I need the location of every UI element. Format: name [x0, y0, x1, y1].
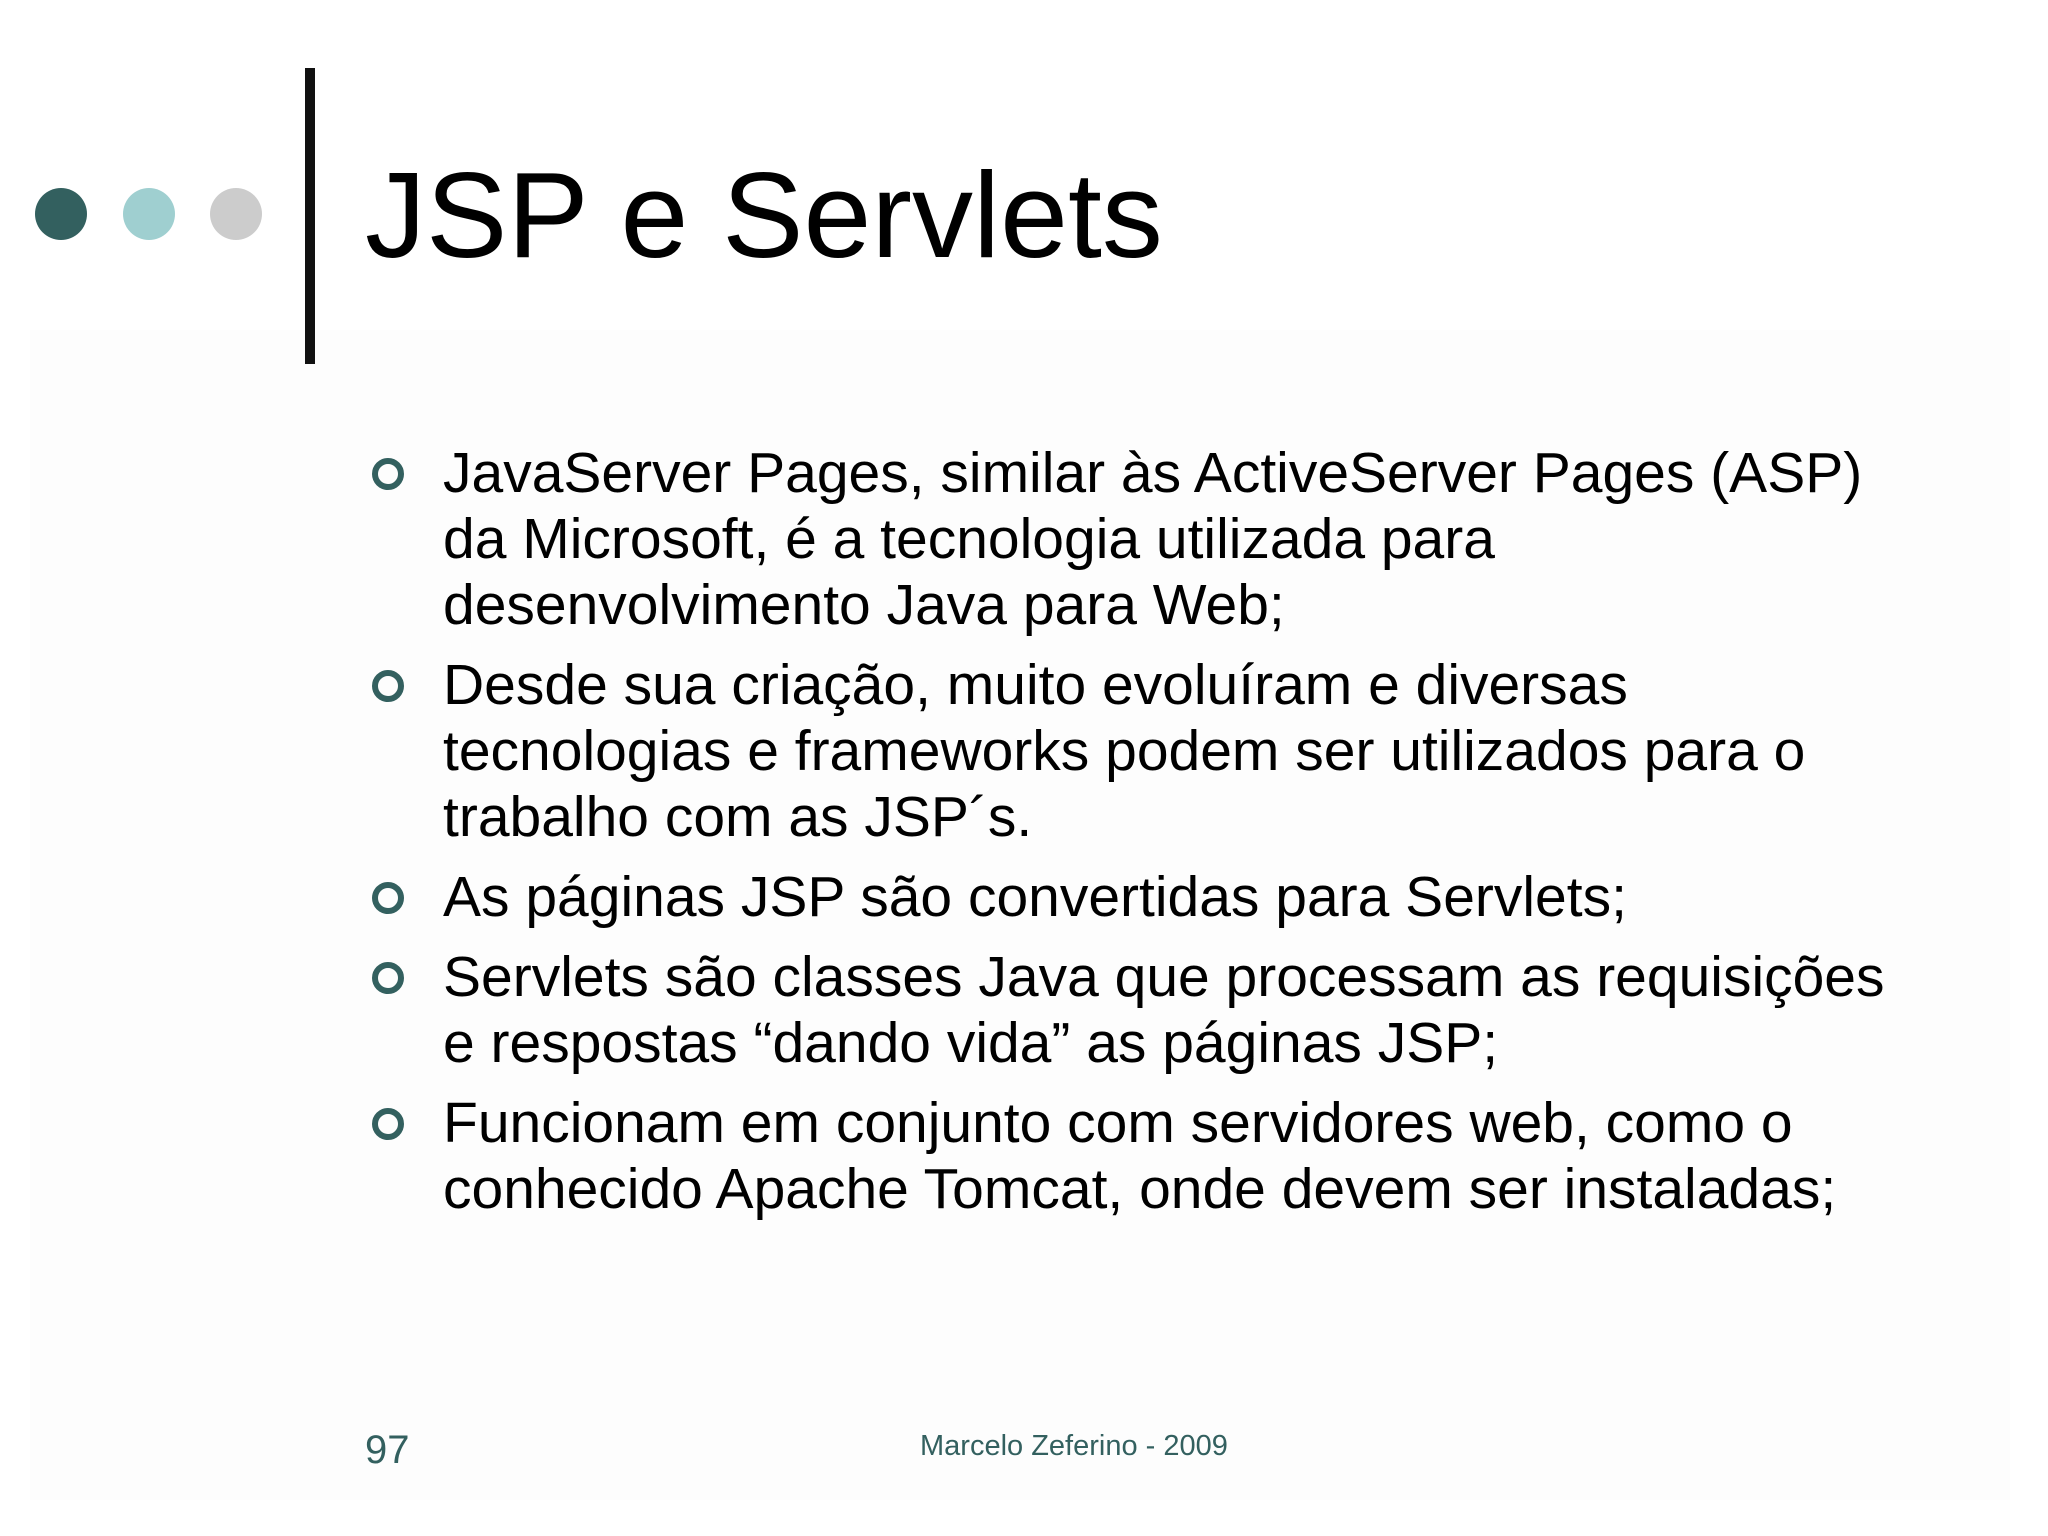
bullet-list: [368, 440, 1928, 1236]
bullet-item: [368, 1090, 1928, 1222]
hollow-circle-bullet-icon: [372, 458, 404, 490]
dark-teal-dot-icon: [35, 188, 87, 240]
bullet-text: As páginas JSP são convertidas para Servlets;: [443, 865, 1627, 929]
slide-title: JSP e Servlets: [365, 147, 1163, 283]
hollow-circle-bullet-icon: [372, 962, 404, 994]
bullet-text: Servlets são classes Java que processam as requisições e respostas “dando vida” as páginas JSP;: [443, 945, 1885, 1075]
footer-author: Marcelo Zeferino - 2009: [920, 1430, 1228, 1462]
bullet-text: Funcionam em conjunto com servidores web, como o conhecido Apache Tomcat, onde devem ser instaladas;: [443, 1091, 1837, 1221]
hollow-circle-bullet-icon: [372, 1108, 404, 1140]
bullet-text: JavaServer Pages, similar às ActiveServer Pages (ASP) da Microsoft, é a tecnologia utilizada para desenvolvimento Java para Web;: [443, 441, 1863, 637]
page-number: 97: [365, 1428, 410, 1472]
bullet-item: [368, 944, 1928, 1076]
title-divider-bar: [305, 68, 315, 364]
light-teal-dot-icon: [123, 188, 175, 240]
hollow-circle-bullet-icon: [372, 670, 404, 702]
gray-dot-icon: [210, 188, 262, 240]
bullet-text: Desde sua criação, muito evoluíram e diversas tecnologias e frameworks podem ser utilizados para o trabalho com as JSP´s.: [443, 653, 1806, 849]
bullet-item: [368, 440, 1928, 638]
hollow-circle-bullet-icon: [372, 882, 404, 914]
bullet-item: [368, 864, 1928, 930]
bullet-item: [368, 652, 1928, 850]
